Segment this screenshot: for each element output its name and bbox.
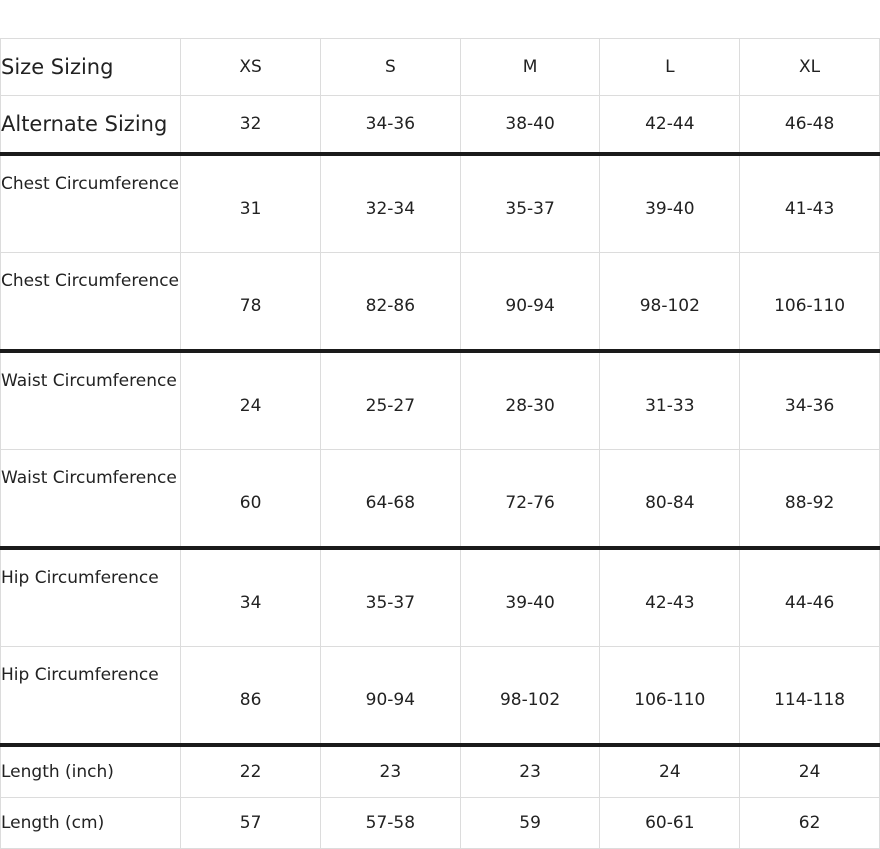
table-cell: 34-36 (320, 96, 460, 155)
table-cell: 42-44 (600, 96, 740, 155)
table-cell: 114-118 (740, 647, 880, 746)
table-cell: 82-86 (320, 253, 460, 352)
table-cell: 98-102 (460, 647, 600, 746)
row-label: Chest Circumference (1, 174, 180, 194)
table-cell: 98-102 (600, 253, 740, 352)
row-label: Waist Circumference (1, 468, 177, 488)
row-label-cell (1, 745, 181, 798)
table-cell: 90-94 (460, 253, 600, 352)
table-cell: 86 (181, 647, 321, 746)
table-cell: 106-110 (740, 253, 880, 352)
table-row (1, 647, 880, 746)
table-row (1, 96, 880, 155)
table-cell: 72-76 (460, 450, 600, 549)
table-cell: 106-110 (600, 647, 740, 746)
row-label: Hip Circumference (1, 665, 159, 685)
row-label-cell (1, 798, 181, 849)
table-cell: 31-33 (600, 351, 740, 450)
table-cell: 78 (181, 253, 321, 352)
row-label: Alternate Sizing (1, 112, 168, 136)
table-cell: 60-61 (600, 798, 740, 849)
table-row (1, 548, 880, 647)
size-header-xl: XL (740, 39, 880, 96)
size-header-m: M (460, 39, 600, 96)
row-label-cell (1, 647, 181, 746)
table-cell: 34-36 (740, 351, 880, 450)
row-label: Hip Circumference (1, 568, 159, 588)
table-cell: 24 (181, 351, 321, 450)
table-row (1, 351, 880, 450)
row-label: Waist Circumference (1, 371, 177, 391)
table-cell: 41-43 (740, 154, 880, 253)
row-label-cell (1, 351, 181, 450)
table-cell: 90-94 (320, 647, 460, 746)
table-cell: 28-30 (460, 351, 600, 450)
table-cell: 23 (320, 745, 460, 798)
table-row (1, 798, 880, 849)
table-cell: 34 (181, 548, 321, 647)
table-cell: 35-37 (320, 548, 460, 647)
table-cell: 22 (181, 745, 321, 798)
table-row (1, 253, 880, 352)
table-cell: 32 (181, 96, 321, 155)
table-cell: 39-40 (460, 548, 600, 647)
table-cell: 88-92 (740, 450, 880, 549)
table-cell: 64-68 (320, 450, 460, 549)
table-cell: 57-58 (320, 798, 460, 849)
table-cell: 23 (460, 745, 600, 798)
table-cell: 42-43 (600, 548, 740, 647)
table-cell: 57 (181, 798, 321, 849)
size-header-xs: XS (181, 39, 321, 96)
row-label-cell (1, 253, 181, 352)
size-header-s: S (320, 39, 460, 96)
table-cell: 24 (600, 745, 740, 798)
table-cell: 62 (740, 798, 880, 849)
table-cell: 60 (181, 450, 321, 549)
header-label-cell (1, 39, 181, 96)
table-cell: 44-46 (740, 548, 880, 647)
row-label: Length (inch) (1, 762, 114, 782)
header-label: Size Sizing (1, 55, 114, 79)
size-chart-table (0, 38, 880, 849)
table-cell: 80-84 (600, 450, 740, 549)
table-cell: 25-27 (320, 351, 460, 450)
table-cell: 32-34 (320, 154, 460, 253)
table-cell: 24 (740, 745, 880, 798)
row-label-cell (1, 548, 181, 647)
row-label-cell (1, 154, 181, 253)
table-cell: 35-37 (460, 154, 600, 253)
table-cell: 31 (181, 154, 321, 253)
row-label-cell (1, 450, 181, 549)
row-label: Chest Circumference (1, 271, 180, 291)
table-cell: 46-48 (740, 96, 880, 155)
table-cell: 39-40 (600, 154, 740, 253)
size-header-l: L (600, 39, 740, 96)
table-cell: 59 (460, 798, 600, 849)
table-row (1, 745, 880, 798)
table-row (1, 450, 880, 549)
header-row (1, 39, 880, 96)
row-label-cell (1, 96, 181, 155)
table-row (1, 154, 880, 253)
row-label: Length (cm) (1, 813, 105, 833)
table-cell: 38-40 (460, 96, 600, 155)
